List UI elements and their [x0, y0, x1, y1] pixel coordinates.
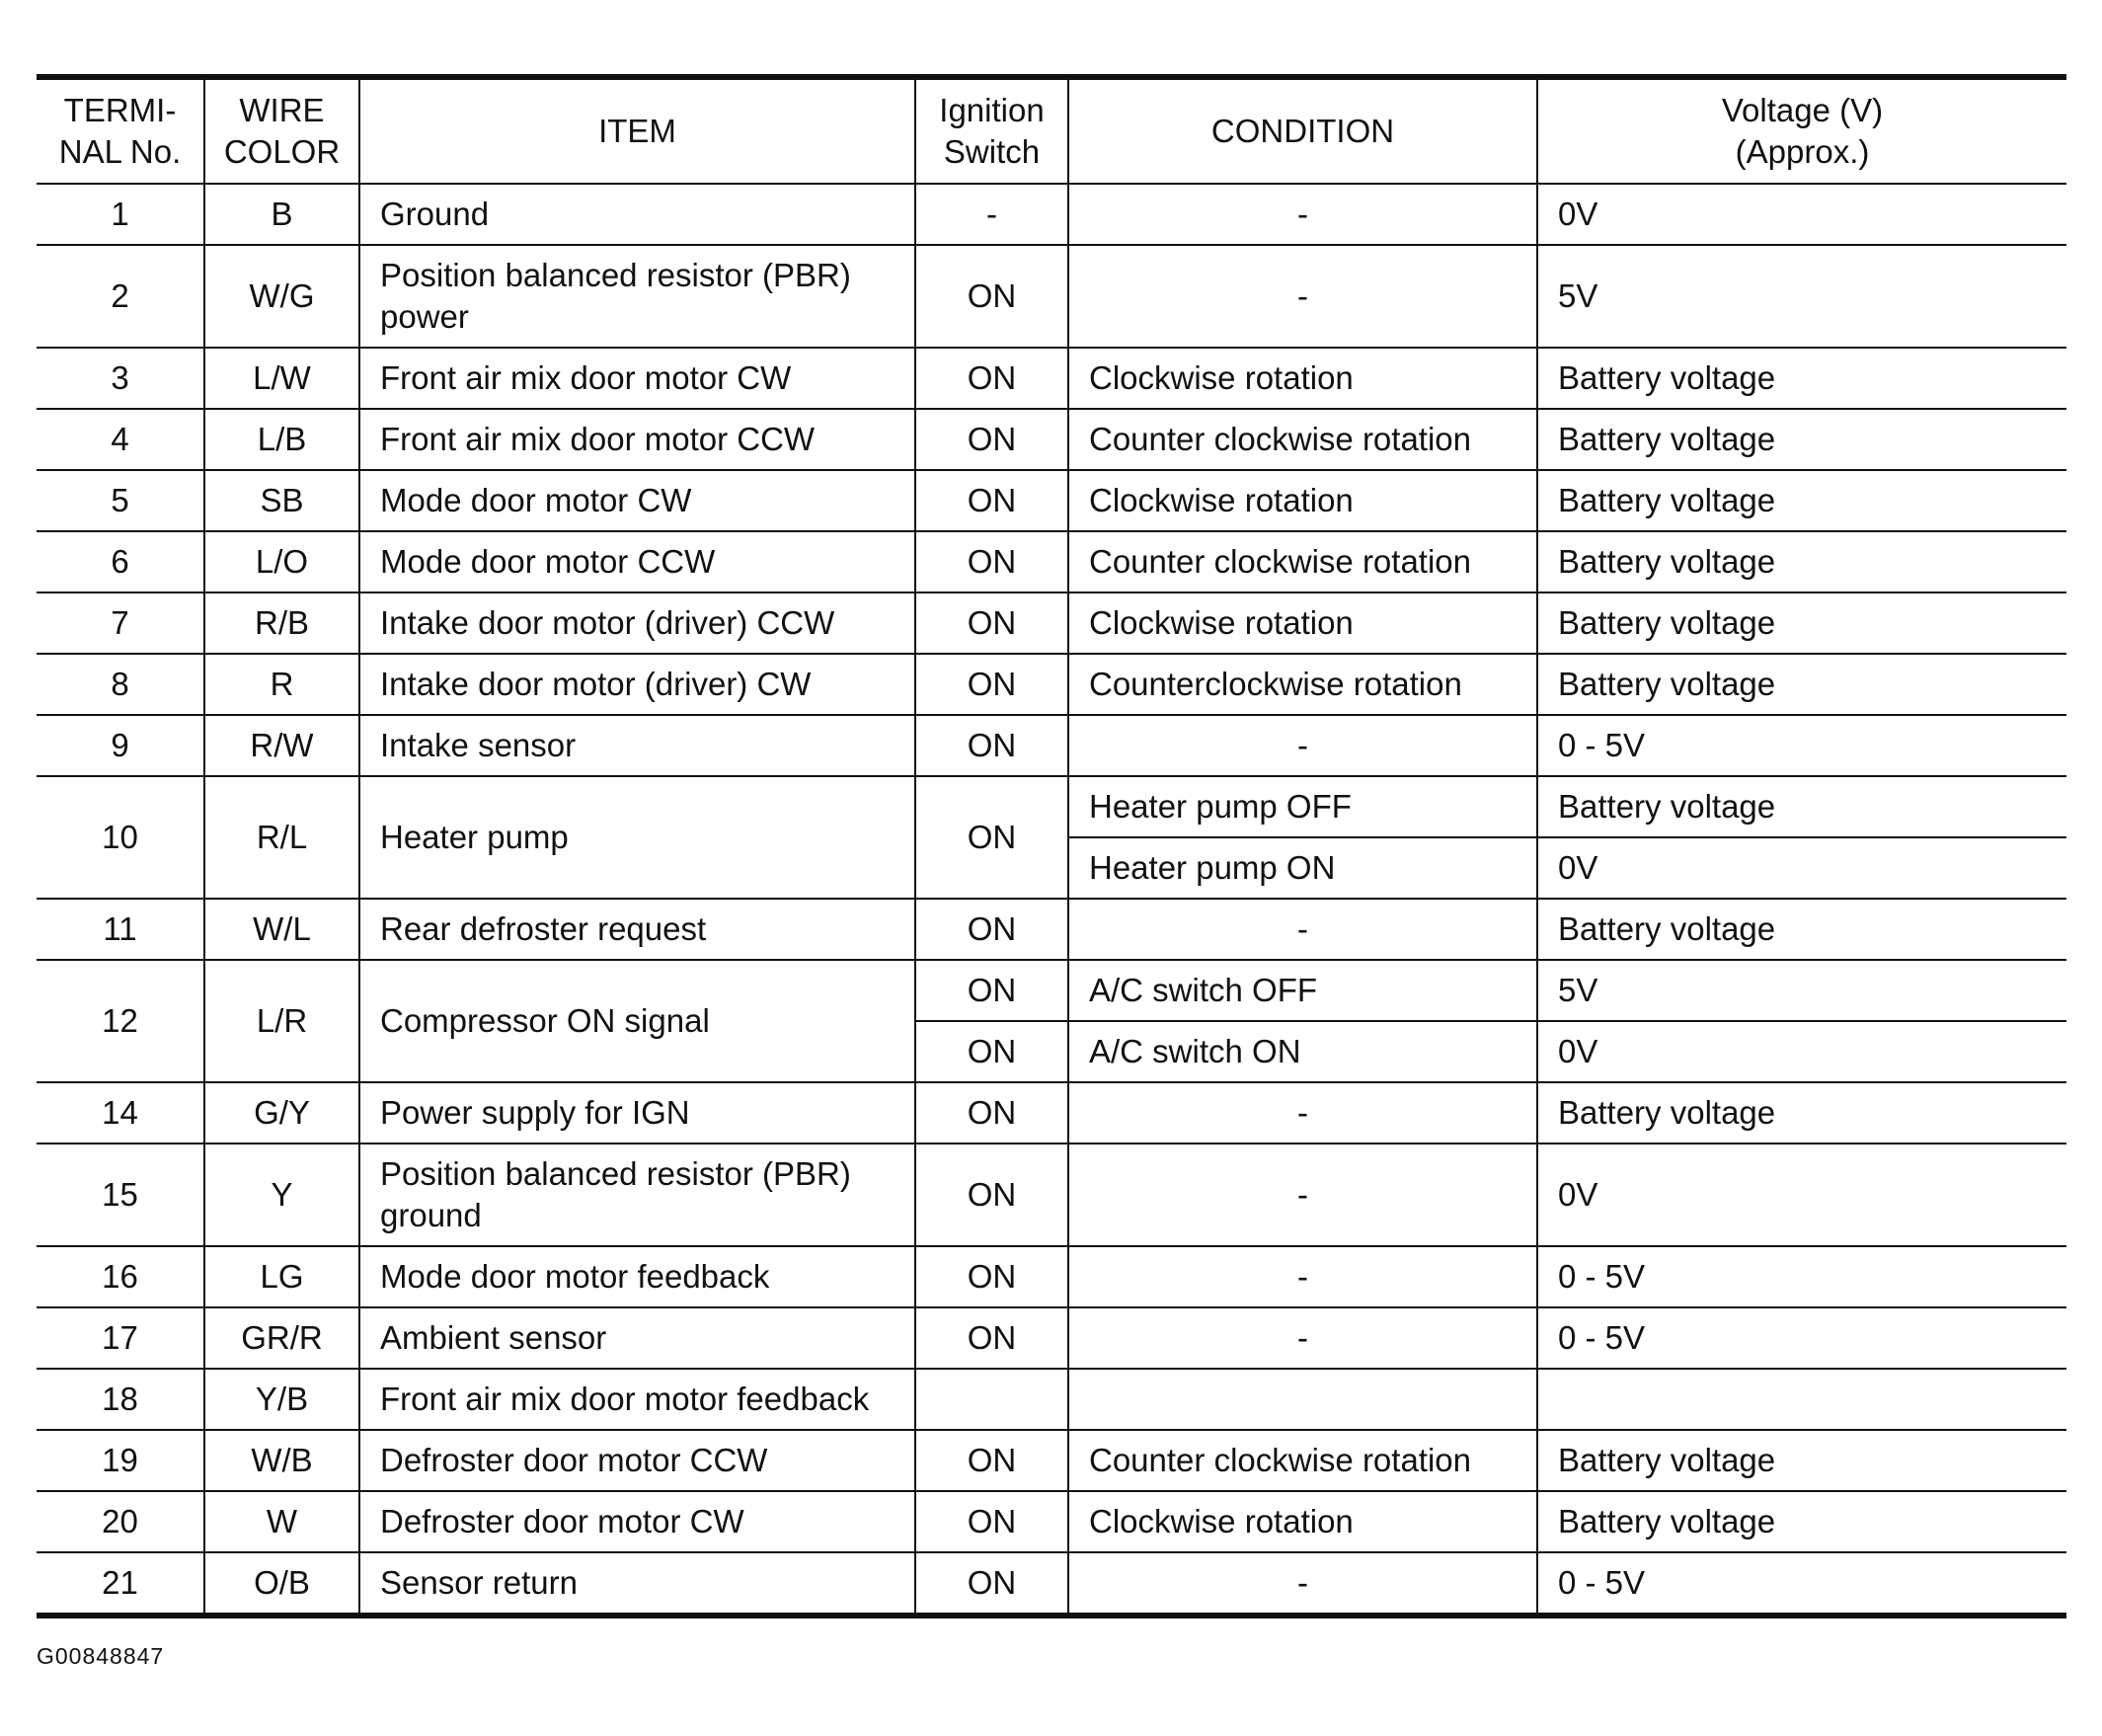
condition-cell: -	[1068, 1246, 1537, 1307]
terminal-cell: 14	[37, 1082, 204, 1144]
table-row	[37, 960, 2066, 1021]
table-row	[37, 1082, 2066, 1144]
ignition-cell: ON	[915, 245, 1068, 348]
table-row	[37, 1307, 2066, 1369]
wire-color-cell: L/B	[204, 409, 359, 470]
condition-cell: Clockwise rotation	[1068, 470, 1537, 531]
figure-id: G00848847	[37, 1643, 165, 1669]
header-voltage: Voltage (V) (Approx.)	[1537, 77, 2066, 184]
table-row	[37, 776, 2066, 837]
condition-cell: Heater pump OFF	[1068, 776, 1537, 837]
condition-cell: A/C switch ON	[1068, 1021, 1537, 1082]
condition-cell: Clockwise rotation	[1068, 1491, 1537, 1552]
terminal-cell: 19	[37, 1430, 204, 1491]
wire-color-cell: R/L	[204, 776, 359, 899]
condition-cell: Counterclockwise rotation	[1068, 654, 1537, 715]
wire-color-cell: GR/R	[204, 1307, 359, 1369]
table-row	[37, 531, 2066, 592]
ignition-cell: -	[915, 184, 1068, 245]
table-row	[37, 245, 2066, 348]
table-row	[37, 1246, 2066, 1307]
condition-cell: -	[1068, 245, 1537, 348]
voltage-cell: 0V	[1537, 1021, 2066, 1082]
voltage-cell: 0 - 5V	[1537, 1246, 2066, 1307]
voltage-cell: Battery voltage	[1537, 348, 2066, 409]
wire-color-cell: L/W	[204, 348, 359, 409]
item-cell: Mode door motor CW	[359, 470, 915, 531]
condition-cell: Counter clockwise rotation	[1068, 531, 1537, 592]
header-ignition-switch: Ignition Switch	[915, 77, 1068, 184]
table-row	[37, 184, 2066, 245]
item-cell: Ambient sensor	[359, 1307, 915, 1369]
ignition-cell: ON	[915, 348, 1068, 409]
wire-color-cell: R/W	[204, 715, 359, 776]
wire-color-cell: G/Y	[204, 1082, 359, 1144]
ignition-cell: ON	[915, 1021, 1068, 1082]
item-cell: Front air mix door motor CW	[359, 348, 915, 409]
terminal-table	[37, 74, 2066, 1618]
ignition-cell: ON	[915, 1491, 1068, 1552]
condition-cell: Counter clockwise rotation	[1068, 409, 1537, 470]
voltage-cell	[1537, 1369, 2066, 1430]
item-cell: Rear defroster request	[359, 899, 915, 960]
voltage-cell: Battery voltage	[1537, 409, 2066, 470]
wire-color-cell: LG	[204, 1246, 359, 1307]
ignition-cell: ON	[915, 776, 1068, 899]
voltage-cell: 0 - 5V	[1537, 1552, 2066, 1616]
terminal-cell: 6	[37, 531, 204, 592]
wire-color-cell: Y/B	[204, 1369, 359, 1430]
item-cell: Ground	[359, 184, 915, 245]
terminal-cell: 2	[37, 245, 204, 348]
voltage-cell: Battery voltage	[1537, 1082, 2066, 1144]
ignition-cell: ON	[915, 1144, 1068, 1246]
wire-color-cell: L/R	[204, 960, 359, 1082]
table-row	[37, 592, 2066, 654]
condition-cell: A/C switch OFF	[1068, 960, 1537, 1021]
wire-color-cell: R/B	[204, 592, 359, 654]
voltage-cell: 0V	[1537, 1144, 2066, 1246]
terminal-cell: 3	[37, 348, 204, 409]
wire-color-cell: L/O	[204, 531, 359, 592]
header-terminal: TERMI- NAL No.	[37, 77, 204, 184]
voltage-cell: Battery voltage	[1537, 1430, 2066, 1491]
terminal-cell: 17	[37, 1307, 204, 1369]
item-cell: Intake sensor	[359, 715, 915, 776]
table-row	[37, 348, 2066, 409]
condition-cell: Clockwise rotation	[1068, 348, 1537, 409]
condition-cell: Heater pump ON	[1068, 837, 1537, 899]
wire-color-cell: O/B	[204, 1552, 359, 1616]
terminal-cell: 8	[37, 654, 204, 715]
terminal-cell: 1	[37, 184, 204, 245]
condition-cell: -	[1068, 1552, 1537, 1616]
item-cell: Defroster door motor CCW	[359, 1430, 915, 1491]
item-cell: Defroster door motor CW	[359, 1491, 915, 1552]
item-cell: Intake door motor (driver) CW	[359, 654, 915, 715]
terminal-cell: 16	[37, 1246, 204, 1307]
item-cell: Compressor ON signal	[359, 960, 915, 1082]
ignition-cell: ON	[915, 1082, 1068, 1144]
voltage-cell: Battery voltage	[1537, 531, 2066, 592]
wire-color-cell: W/B	[204, 1430, 359, 1491]
voltage-cell: 0V	[1537, 184, 2066, 245]
wire-color-cell: B	[204, 184, 359, 245]
table-header	[37, 77, 2066, 184]
wire-color-cell: W/L	[204, 899, 359, 960]
header-item: ITEM	[359, 77, 915, 184]
wire-color-cell: W/G	[204, 245, 359, 348]
item-cell: Power supply for IGN	[359, 1082, 915, 1144]
ignition-cell: ON	[915, 531, 1068, 592]
condition-cell: -	[1068, 184, 1537, 245]
terminal-cell: 4	[37, 409, 204, 470]
header-wire-color: WIRE COLOR	[204, 77, 359, 184]
terminal-cell: 7	[37, 592, 204, 654]
ignition-cell: ON	[915, 470, 1068, 531]
table-row	[37, 899, 2066, 960]
terminal-cell: 11	[37, 899, 204, 960]
terminal-cell: 18	[37, 1369, 204, 1430]
ignition-cell: ON	[915, 899, 1068, 960]
ignition-cell: ON	[915, 592, 1068, 654]
terminal-cell: 5	[37, 470, 204, 531]
wire-color-cell: Y	[204, 1144, 359, 1246]
condition-cell: Counter clockwise rotation	[1068, 1430, 1537, 1491]
ignition-cell: ON	[915, 1307, 1068, 1369]
voltage-cell: Battery voltage	[1537, 470, 2066, 531]
voltage-cell: Battery voltage	[1537, 592, 2066, 654]
terminal-cell: 12	[37, 960, 204, 1082]
table-row	[37, 1430, 2066, 1491]
ignition-cell: ON	[915, 715, 1068, 776]
condition-cell: -	[1068, 1307, 1537, 1369]
voltage-cell: Battery voltage	[1537, 899, 2066, 960]
ignition-cell: ON	[915, 1552, 1068, 1616]
ignition-cell	[915, 1369, 1068, 1430]
table-row	[37, 409, 2066, 470]
item-cell: Position balanced resistor (PBR) ground	[359, 1144, 915, 1246]
voltage-cell: Battery voltage	[1537, 654, 2066, 715]
wire-color-cell: R	[204, 654, 359, 715]
condition-cell: Clockwise rotation	[1068, 592, 1537, 654]
table-row	[37, 1552, 2066, 1616]
condition-cell: -	[1068, 1082, 1537, 1144]
header-row	[37, 77, 2066, 184]
ignition-cell: ON	[915, 1430, 1068, 1491]
terminal-cell: 21	[37, 1552, 204, 1616]
wire-color-cell: SB	[204, 470, 359, 531]
wire-color-cell: W	[204, 1491, 359, 1552]
item-cell: Mode door motor feedback	[359, 1246, 915, 1307]
terminal-cell: 15	[37, 1144, 204, 1246]
voltage-cell: 5V	[1537, 245, 2066, 348]
ignition-cell: ON	[915, 1246, 1068, 1307]
voltage-cell: 0 - 5V	[1537, 1307, 2066, 1369]
terminal-cell: 20	[37, 1491, 204, 1552]
table-row	[37, 1369, 2066, 1430]
item-cell: Front air mix door motor feedback	[359, 1369, 915, 1430]
table-row	[37, 1144, 2066, 1246]
terminal-cell: 9	[37, 715, 204, 776]
voltage-cell: Battery voltage	[1537, 776, 2066, 837]
table-row	[37, 470, 2066, 531]
voltage-cell: 5V	[1537, 960, 2066, 1021]
table-row	[37, 715, 2066, 776]
condition-cell: -	[1068, 899, 1537, 960]
table-body	[37, 184, 2066, 1616]
terminal-cell: 10	[37, 776, 204, 899]
condition-cell	[1068, 1369, 1537, 1430]
ignition-cell: ON	[915, 654, 1068, 715]
table-row	[37, 1491, 2066, 1552]
voltage-cell: Battery voltage	[1537, 1491, 2066, 1552]
condition-cell: -	[1068, 1144, 1537, 1246]
ignition-cell: ON	[915, 409, 1068, 470]
ignition-cell: ON	[915, 960, 1068, 1021]
item-cell: Sensor return	[359, 1552, 915, 1616]
voltage-cell: 0V	[1537, 837, 2066, 899]
item-cell: Front air mix door motor CCW	[359, 409, 915, 470]
item-cell: Heater pump	[359, 776, 915, 899]
item-cell: Intake door motor (driver) CCW	[359, 592, 915, 654]
item-cell: Mode door motor CCW	[359, 531, 915, 592]
condition-cell: -	[1068, 715, 1537, 776]
table-row	[37, 654, 2066, 715]
item-cell: Position balanced resistor (PBR) power	[359, 245, 915, 348]
voltage-cell: 0 - 5V	[1537, 715, 2066, 776]
header-condition: CONDITION	[1068, 77, 1537, 184]
